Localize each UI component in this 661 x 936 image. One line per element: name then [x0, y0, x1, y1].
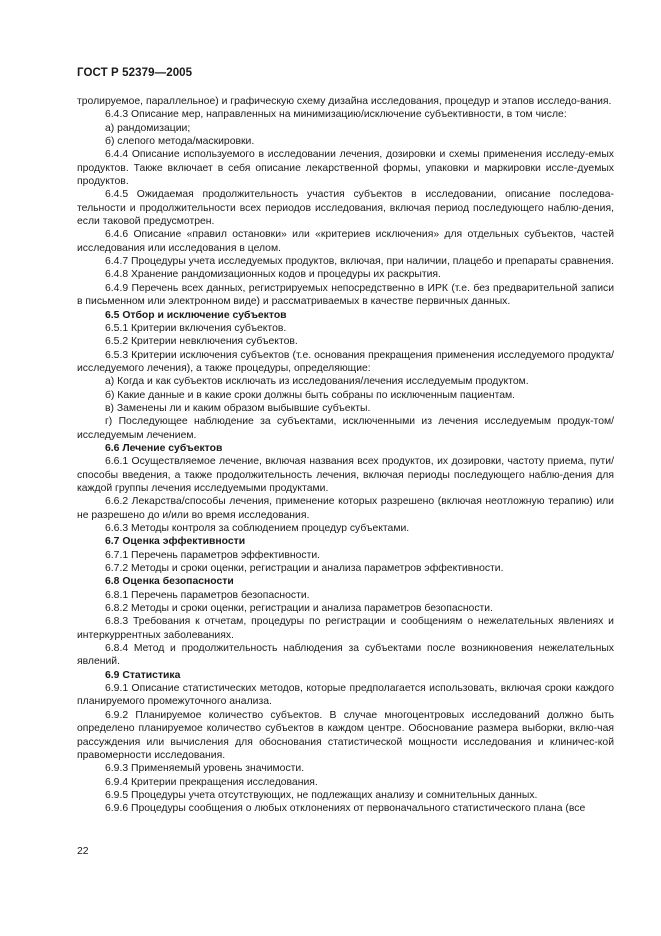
paragraph: 6.8.3 Требования к отчетам, процедуры по регистрации и сообщениям о нежелательных явлениях и интеркуррентных заболеваниях.: [77, 616, 614, 641]
paragraph: в) Заменены ли и каким образом выбывшие субъекты.: [105, 402, 371, 414]
paragraph: 6.4.8 Хранение рандомизационных кодов и процедуры их раскрытия.: [105, 269, 441, 281]
paragraph: тролируемое, параллельное) и графическую схему дизайна исследования, процедур и этапов исследо-вания.: [77, 96, 612, 107]
section-heading: 6.6 Лечение субъектов: [105, 442, 223, 454]
paragraph: 6.9.6 Процедуры сообщения о любых отклонениях от первоначального статистического плана (все: [105, 803, 586, 815]
paragraph: б) слепого метода/маскировки.: [105, 136, 255, 148]
paragraph: 6.9.1 Описание статистических методов, которые предполагается использовать, включая сроки каждого планируемого промежуточного анализа.: [77, 683, 614, 708]
paragraph: 6.9.5 Процедуры учета отсутствующих, не подлежащих анализу и сомнительных данных.: [105, 789, 538, 801]
paragraph: 6.5.2 Критерии невключения субъектов.: [105, 336, 298, 348]
page-number: 22: [77, 846, 89, 857]
paragraph: 6.4.7 Процедуры учета исследуемых продуктов, включая, при наличии, плацебо и препараты сравнения.: [105, 256, 614, 268]
document-header: ГОСТ Р 52379—2005: [77, 67, 193, 79]
section-heading: 6.8 Оценка безопасности: [105, 576, 234, 588]
paragraph: а) рандомизации;: [105, 122, 191, 134]
paragraph: 6.8.4 Метод и продолжительность наблюдения за субъектами после возникновения нежелательных явлений.: [77, 643, 614, 668]
paragraph: 6.4.3 Описание мер, направленных на минимизацию/исключение субъективности, в том числе:: [105, 109, 567, 121]
paragraph: 6.5.3 Критерии исключения субъектов (т.е. основания прекращения применения исследуемого продукта/исследуемого лечения), а также процедуры, определяющие:: [77, 349, 614, 374]
paragraph: 6.4.4 Описание используемого в исследовании лечения, дозировки и схемы применения исследу-емых продуктов. Также включает в себя описание лекарственной формы, упаковки и маркировки иссле-дуемых продуктов.: [77, 149, 614, 188]
paragraph: 6.6.2 Лекарства/способы лечения, применение которых разрешено (включая неотложную терапию) или не разрешено до и/или во время исследования.: [77, 496, 614, 521]
paragraph: 6.9.4 Критерии прекращения исследования.: [105, 776, 318, 788]
section-heading: 6.9 Статистика: [105, 669, 181, 681]
paragraph: 6.7.1 Перечень параметров эффективности.: [105, 549, 321, 561]
paragraph: 6.4.9 Перечень всех данных, регистрируемых непосредственно в ИРК (т.е. без предварительной записи в письменном или электронном виде) и рассматриваемых в качестве первичных данных.: [77, 282, 614, 308]
section-heading: 6.7 Оценка эффективности: [105, 536, 246, 548]
paragraph: 6.4.6 Описание «правил остановки» или «критериев исключения» для отдельных субъектов, частей исследования или исследования в целом.: [77, 229, 614, 254]
paragraph: 6.7.2 Методы и сроки оценки, регистрации и анализа параметров эффективности.: [105, 563, 504, 575]
document-body: [77, 95, 614, 816]
paragraph: 6.6.1 Осуществляемое лечение, включая названия всех продуктов, их дозировки, частоту приема, пути/способы введения, а также продолжительность лечения, включая периоды последующего наблю-дения для каждой группы лечения исследуемыми продуктами.: [77, 456, 614, 494]
paragraph: 6.6.3 Методы контроля за соблюдением процедур субъектами.: [105, 523, 410, 534]
paragraph: 6.9.3 Применяемый уровень значимости.: [105, 763, 305, 775]
paragraph: а) Когда и как субъектов исключать из исследования/лечения исследуемым продуктом.: [105, 376, 529, 388]
paragraph: 6.8.1 Перечень параметров безопасности.: [105, 589, 310, 601]
paragraph: 6.8.2 Методы и сроки оценки, регистрации и анализа параметров безопасности.: [105, 603, 493, 615]
section-heading: 6.5 Отбор и исключение субъектов: [105, 309, 287, 321]
paragraph: 6.9.2 Планируемое количество субъектов. В случае многоцентровых исследований должно быть определено планируемое количество субъектов в каждом центре. Обоснование размера выборки, вклю-чая рассуждения или вычисления для обоснования статистической мощности исследования и клиничес-кой правомерности исследования.: [77, 709, 614, 761]
paragraph: 6.5.1 Критерии включения субъектов.: [105, 322, 287, 334]
paragraph: г) Последующее наблюдение за субъектами, исключенными из лечения исследуемым продук-том/исследуемым лечением.: [77, 416, 614, 441]
paragraph: 6.4.5 Ожидаемая продолжительность участия субъектов в исследовании, описание последова-тельности и продолжительности всех периодов исследования, включая период последующего наблю-дения, если таковой предусмотрен.: [77, 189, 614, 228]
paragraph: б) Какие данные и в какие сроки должны быть собраны по исключенным пациентам.: [105, 389, 516, 401]
